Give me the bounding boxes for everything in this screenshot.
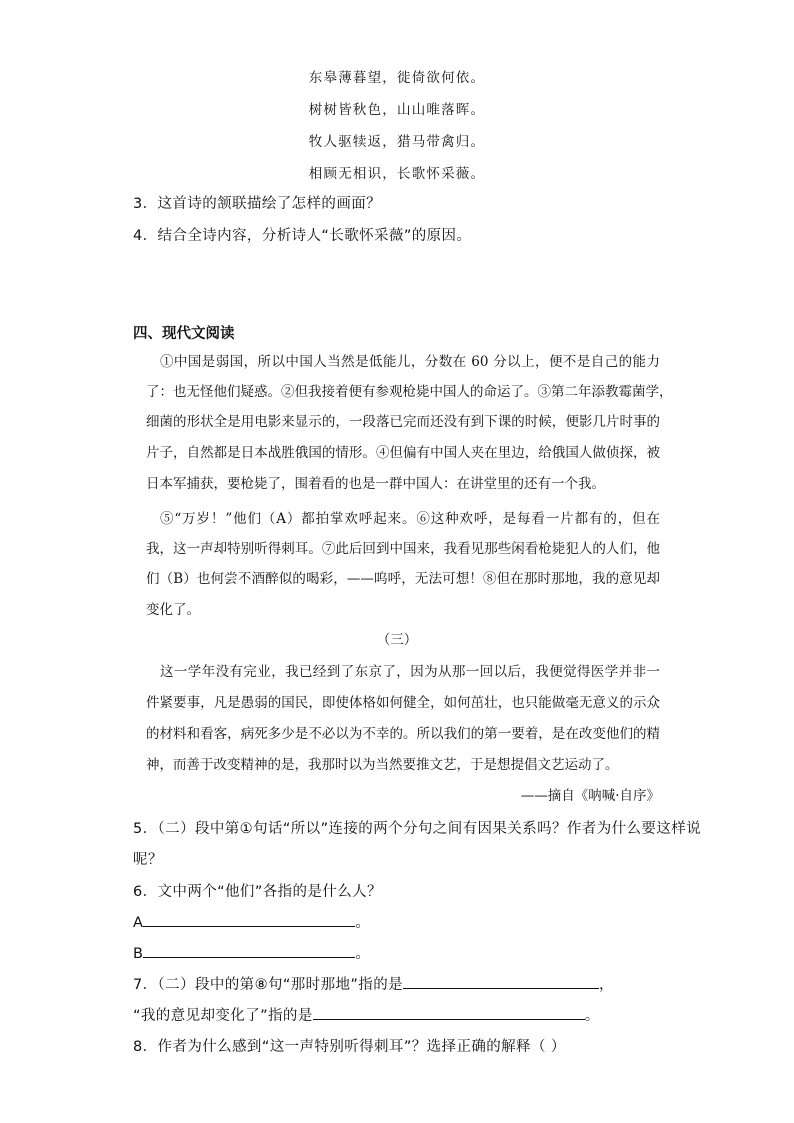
- question-6: 6．文中两个“他们”各指的是什么人？: [133, 884, 382, 900]
- question-5: 5．（二）段中第①句话“所以”连接的两个分句之间有因果关系吗？作者为什么要这样说: [133, 821, 701, 837]
- paragraph-line: ⑤“万岁！”他们（A）都拍掌欢呼起来。⑥这种欢呼，是每看一片都有的，但在: [160, 511, 660, 527]
- answer-label-a: A: [133, 915, 144, 931]
- paragraph-line: 了：也无怪他们疑惑。②但我接着便有参观枪毙中国人的命运了。③第二年添教霉菌学，: [146, 384, 673, 400]
- source-citation: ——摘自《呐喊·自序》: [520, 788, 660, 804]
- period: 。: [355, 915, 371, 931]
- section-title: 四、现代文阅读: [133, 326, 235, 342]
- answer-blank-b[interactable]: [143, 943, 355, 958]
- question-7-continued: [133, 1004, 600, 1025]
- poem-line-3: 牧人驱犊返，猎马带禽归。: [308, 134, 486, 150]
- paragraph-line: 们（B）也何尝不酒醉似的喝彩，——呜呼，无法可想！⑧但在那时那地，我的意见却: [146, 571, 660, 587]
- question-7-text: 7．（二）段中的第⑧句“那时那地”指的是: [133, 977, 403, 993]
- period: 。: [355, 946, 371, 962]
- question-5-continued: 呢？: [133, 852, 163, 868]
- poem-line-4: 相顾无相识，长歌怀采薇。: [308, 166, 486, 182]
- paragraph-line: 片子，自然都是日本战胜俄国的情形。④但偏有中国人夹在里边，给俄国人做侦探，被: [146, 445, 660, 461]
- question-7: [133, 973, 614, 994]
- answer-blank-a[interactable]: [143, 912, 355, 927]
- question-3: 3．这首诗的颔联描绘了怎样的画面？: [133, 196, 382, 212]
- paragraph-line: 细菌的形状全是用电影来显示的，一段落已完而还没有到下课的时候，便影几片时事的: [146, 414, 660, 430]
- paragraph-line: 神，而善于改变精神的是，我那时以为当然要推文艺，于是想提倡文艺运动了。: [146, 757, 619, 773]
- paragraph-line: 日本军捕获，要枪毙了，围着看的也是一群中国人：在讲堂里的还有一个我。: [146, 476, 605, 492]
- poem-line-1: 东皋薄暮望，徙倚欲何依。: [308, 70, 486, 86]
- paragraph-line: 的材料和看客，病死多少是不必以为不幸的。所以我们的第一要着，是在改变他们的精: [146, 726, 660, 742]
- question-7-text-2: “我的意见却变化了”指的是: [133, 1008, 313, 1024]
- comma: ，: [599, 977, 614, 993]
- answer-line-a: [133, 911, 370, 932]
- answer-blank-7b[interactable]: [313, 1005, 585, 1020]
- answer-label-b: B: [133, 946, 144, 962]
- paragraph-line: 我，这一声却特别听得刺耳。⑦此后回到中国来，我看见那些闲看枪毙犯人的人们，他: [146, 541, 660, 557]
- paragraph-line: ①中国是弱国，所以中国人当然是低能儿，分数在 60 分以上，便不是自己的能力: [160, 354, 660, 370]
- question-8: 8．作者为什么感到“这一声特别听得刺耳”？选择正确的解释（ ）: [133, 1039, 566, 1055]
- poem-line-2: 树树皆秋色，山山唯落晖。: [308, 102, 486, 118]
- part-three-marker: （三）: [376, 632, 418, 648]
- question-4: 4．结合全诗内容，分析诗人“长歌怀采薇”的原因。: [133, 228, 472, 244]
- answer-line-b: [133, 942, 370, 963]
- paragraph-line: 这一学年没有完业，我已经到了东京了，因为从那一回以后，我便觉得医学并非一: [160, 664, 660, 680]
- paragraph-line: 变化了。: [146, 602, 200, 618]
- paragraph-line: 件紧要事，凡是愚弱的国民，即使体格如何健全，如何茁壮，也只能做毫无意义的示众: [146, 695, 660, 711]
- period: 。: [584, 1008, 600, 1024]
- answer-blank-7a[interactable]: [403, 974, 599, 989]
